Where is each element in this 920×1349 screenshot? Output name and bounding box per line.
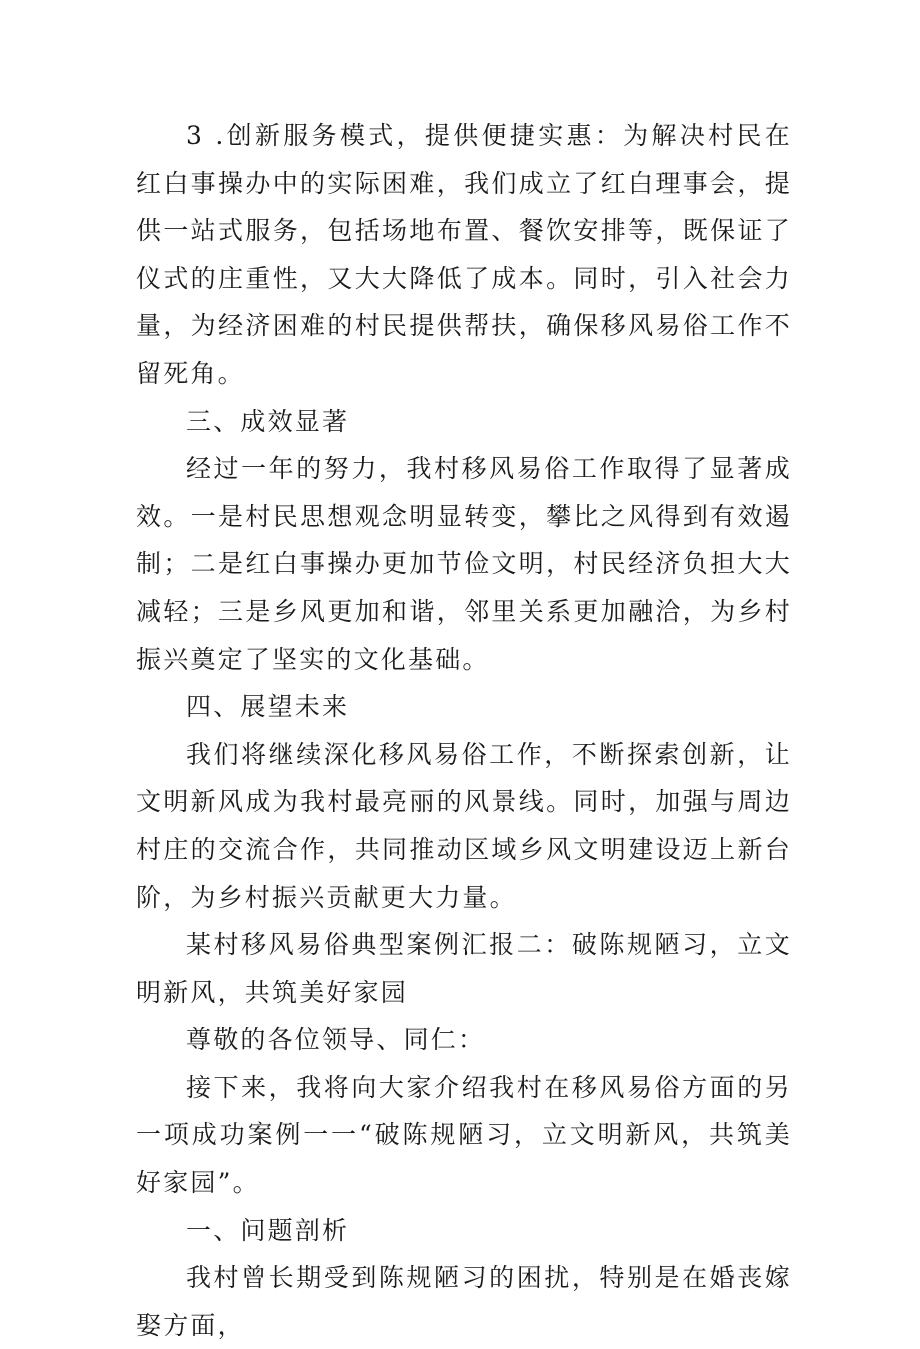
section-heading-problem-analysis: 一、问题剖析 — [186, 1215, 350, 1245]
document-body — [136, 112, 792, 1349]
section-heading-outlook: 四、展望未来 — [186, 692, 350, 722]
salutation: 尊敬的各位领导、同仁： — [186, 1025, 486, 1055]
case-report-title: 某村移风易俗典型案例汇报二：破陈规陋习，立文明新风，共筑美好家园 — [136, 930, 792, 1007]
paragraph-introduction: 接下来，我将向大家介绍我村在移风易俗方面的另一项成功案例一一“破陈规陋习，立文明新风，共筑美好家园”。 — [136, 1072, 792, 1198]
paragraph-item-3-service-model: 3 .创新服务模式，提供便捷实惠：为解决村民在红白事操办中的实际困难，我们成立了红白理事会，提供一站式服务，包括场地布置、餐饮安排等，既保证了仪式的庄重性，又大大降低了成本。同时，引入社会力量，为经济困难的村民提供帮扶，确保移风易俗工作不留死角。 — [136, 121, 792, 388]
paragraph-problem-analysis: 我村曾长期受到陈规陋习的困扰，特别是在婚丧嫁娶方面， — [136, 1263, 792, 1340]
paragraph-results: 经过一年的努力，我村移风易俗工作取得了显著成效。一是村民思想观念明显转变，攀比之风得到有效遏制；二是红白事操办更加节俭文明，村民经济负担大大减轻；三是乡风更加和谐，邻里关系更加融洽，为乡村振兴奠定了坚实的文化基础。 — [136, 454, 792, 674]
paragraph-outlook: 我们将继续深化移风易俗工作，不断探索创新，让文明新风成为我村最亮丽的风景线。同时，加强与周边村庄的交流合作，共同推动区域乡风文明建设迈上新台阶，为乡村振兴贡献更大力量。 — [136, 739, 792, 912]
section-heading-results: 三、成效显著 — [186, 406, 350, 436]
